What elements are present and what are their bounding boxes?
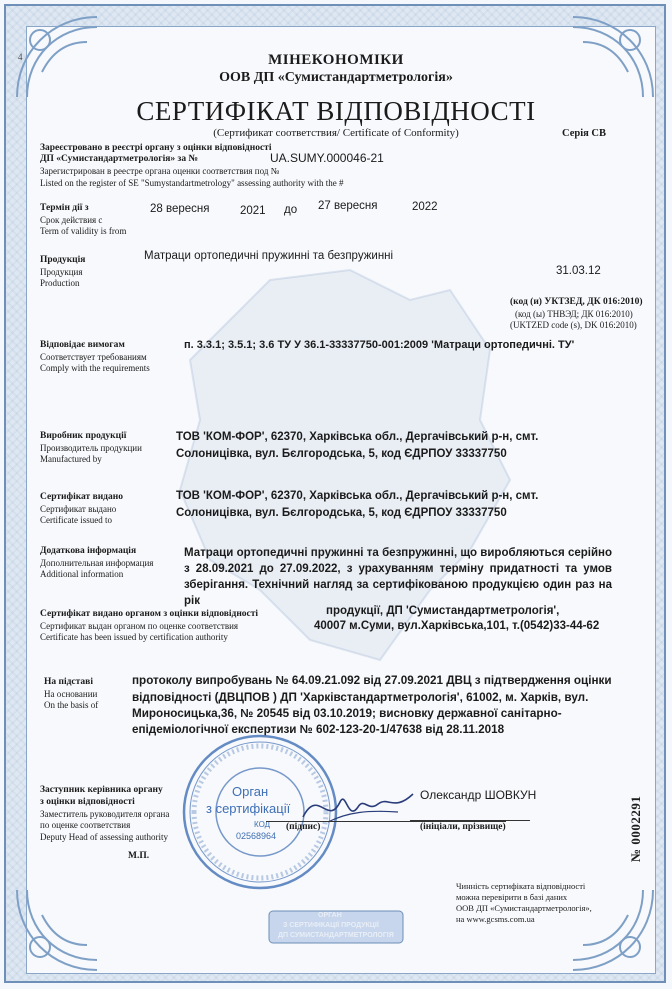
additional-label-uk: Додаткова інформація bbox=[40, 546, 137, 556]
verification-line-2: можна перевірити в базі даних bbox=[456, 892, 568, 902]
product-label-ru: Продукция bbox=[40, 267, 83, 277]
corner-ornament-icon bbox=[12, 885, 102, 975]
validity-label-en: Term of validity is from bbox=[40, 226, 127, 236]
signatory-label-en: Deputy Head of assessing authority bbox=[40, 832, 168, 842]
signatory-label-ru-2: по оценке соответствия bbox=[40, 820, 131, 830]
issued-by-label-uk: Сертифікат видано органом з оцінки відповідності bbox=[40, 609, 259, 619]
issued-to-line-2: Солоницівка, вул. Бєлгородська, 5, код ЄДРПОУ 33337750 bbox=[176, 507, 507, 519]
additional-value: Матраци ортопедичні пружинні та безпружинні, що виробляються серійно з 28.09.2021 до 27.09.2022, з урахуванням терміну придатності та умов зберігання. Технічний нагляд за сертифікованою продукцією один раз на рік bbox=[184, 547, 612, 607]
registry-number: UA.SUMY.000046-21 bbox=[270, 151, 384, 165]
validity-to-year: 2022 bbox=[412, 201, 438, 213]
validity-from-day: 28 вересня bbox=[150, 203, 210, 215]
product-label-uk: Продукція bbox=[40, 255, 86, 265]
verification-line-4[interactable]: на www.gcsms.com.ua bbox=[456, 914, 535, 924]
signatory-label-ru-1: Заместитель руководителя органа bbox=[40, 809, 170, 819]
issued-by-label-ru: Сертификат выдан органом по оценке соответствия bbox=[40, 621, 239, 631]
basis-label-ru: На основании bbox=[44, 689, 98, 699]
stamp-word-1: Орган bbox=[232, 784, 269, 799]
issued-by-line-1: продукції, ДП 'Сумистандартметрологія', bbox=[326, 605, 560, 617]
requirements-label-uk: Відповідає вимогам bbox=[40, 340, 125, 350]
registry-label-ru: Зарегистрирован в реестре органа оценки соответствия под № bbox=[40, 166, 280, 176]
badge-line-2: З СЕРТИФІКАЦІЇ ПРОДУКЦІЇ bbox=[283, 922, 379, 929]
basis-line-3: Мироносицька,36, № 20545 від 03.10.2019; висновку державної санітарно- bbox=[132, 707, 562, 720]
serial-number: № 0002291 bbox=[628, 795, 643, 862]
code-label-uk: (код (и) УКТЗЕД, ДК 016:2010) bbox=[510, 297, 643, 307]
series-label: Серія СВ bbox=[562, 128, 607, 139]
validity-label-uk: Термін дії з bbox=[40, 203, 89, 213]
badge-line-1: ОРГАН bbox=[318, 912, 342, 919]
signatory-label-uk-2: з оцінки відповідності bbox=[40, 797, 135, 807]
manufacturer-label-en: Manufactured by bbox=[40, 454, 102, 464]
name-line bbox=[410, 820, 530, 821]
manufacturer-line-1: ТОВ 'КОМ-ФОР', 62370, Харківська обл., Дергачівський р-н, смт. bbox=[176, 431, 539, 443]
issued-to-line-1: ТОВ 'КОМ-ФОР', 62370, Харківська обл., Дергачівський р-н, смт. bbox=[176, 490, 539, 502]
product-value: Матраци ортопедичні пружинні та безпружинні bbox=[144, 250, 394, 262]
basis-line-2: відповідності (ДВЦПОВ ) ДП 'Харківстандартметрологія', 61002, м. Харків, вул. bbox=[132, 691, 589, 704]
requirements-label-ru: Соответствует требованиям bbox=[40, 352, 147, 362]
code-label-ru: (код (ы) ТНВЭД; ДК 016:2010) bbox=[515, 309, 633, 319]
basis-line-1: протоколу випробувань № 64.09.21.092 від 27.09.2021 ДВЦ з підтвердження оцінки bbox=[132, 674, 612, 687]
corner-ornament-icon bbox=[568, 885, 658, 975]
code-label-en: (UKTZED code (s), DK 016:2010) bbox=[510, 320, 637, 330]
product-label-en: Production bbox=[40, 278, 80, 288]
name-caption: (ініціали, прізвище) bbox=[420, 822, 506, 832]
additional-label-en: Additional information bbox=[40, 569, 124, 579]
ministry-name: МІНЕКОНОМІКИ bbox=[268, 52, 404, 68]
additional-label-ru: Дополнительная информация bbox=[40, 558, 154, 568]
requirements-label-en: Comply with the requirements bbox=[40, 363, 150, 373]
validity-from-year: 2021 bbox=[240, 205, 266, 217]
basis-label-en: On the basis of bbox=[44, 700, 99, 710]
requirements-value: п. 3.3.1; 3.5.1; 3.6 ТУ У 36.1-33337750-001:2009 'Матраци ортопедичні. ТУ' bbox=[184, 339, 575, 351]
verification-line-3: ООВ ДП «Сумистандартметрологія», bbox=[456, 903, 592, 913]
issued-by-label-en: Certificate has been issued by certification authority bbox=[40, 632, 228, 642]
manufacturer-label-ru: Производитель продукции bbox=[40, 443, 142, 453]
issued-by-line-2: 40007 м.Суми, вул.Харківська,101, т.(0542)33-44-62 bbox=[314, 620, 600, 632]
issued-to-label-en: Certificate issued to bbox=[40, 515, 112, 525]
signatory-label-uk-1: Заступник керівника органу bbox=[40, 785, 163, 795]
verification-line-1: Чинність сертифіката відповідності bbox=[456, 881, 586, 891]
registry-label-uk-2: ДП «Сумистандартметрологія» за № bbox=[40, 154, 199, 164]
registry-label-uk-1: Зареєстровано в реєстрі органу з оцінки відповідності bbox=[40, 143, 272, 153]
validity-to-word: до bbox=[284, 204, 298, 216]
basis-line-4: епідеміологічної експертизи № 602-123-20-1/47638 від 28.11.2018 bbox=[132, 723, 505, 736]
registry-label-en: Listed on the register of SE "Sumystandartmetrology" assessing authority with the # bbox=[40, 178, 344, 188]
badge-line-3: ДП СУМИСТАНДАРТМЕТРОЛОГІЯ bbox=[278, 932, 394, 939]
issued-to-label-uk: Сертифікат видано bbox=[40, 492, 123, 502]
certificate-title: СЕРТИФІКАТ ВІДПОВІДНОСТІ bbox=[136, 96, 536, 126]
manufacturer-label-uk: Виробник продукції bbox=[40, 431, 127, 441]
basis-label-uk: На підставі bbox=[44, 677, 93, 687]
signature-caption: (підпис) bbox=[286, 822, 321, 832]
stamp-code: 02568964 bbox=[236, 831, 277, 841]
signatory-name: Олександр ШОВКУН bbox=[420, 788, 537, 802]
stamp-word-2: з сертифікації bbox=[206, 801, 291, 816]
mp-label: М.П. bbox=[128, 851, 150, 861]
manufacturer-line-2: Солоницівка, вул. Бєлгородська, 5, код ЄДРПОУ 33337750 bbox=[176, 448, 507, 460]
product-code: 31.03.12 bbox=[556, 265, 601, 277]
validity-label-ru: Срок действия с bbox=[40, 215, 103, 225]
certificate-subtitle: (Сертификат соответствия/ Certificate of Conformity) bbox=[213, 127, 459, 139]
stamp-code-label: КОД bbox=[254, 820, 271, 829]
page-number: 4 bbox=[18, 52, 23, 62]
issued-to-label-ru: Сертификат выдано bbox=[40, 504, 117, 514]
organization-name: ООВ ДП «Сумистандартметрологія» bbox=[219, 70, 453, 85]
validity-to-day: 27 вересня bbox=[318, 200, 378, 212]
